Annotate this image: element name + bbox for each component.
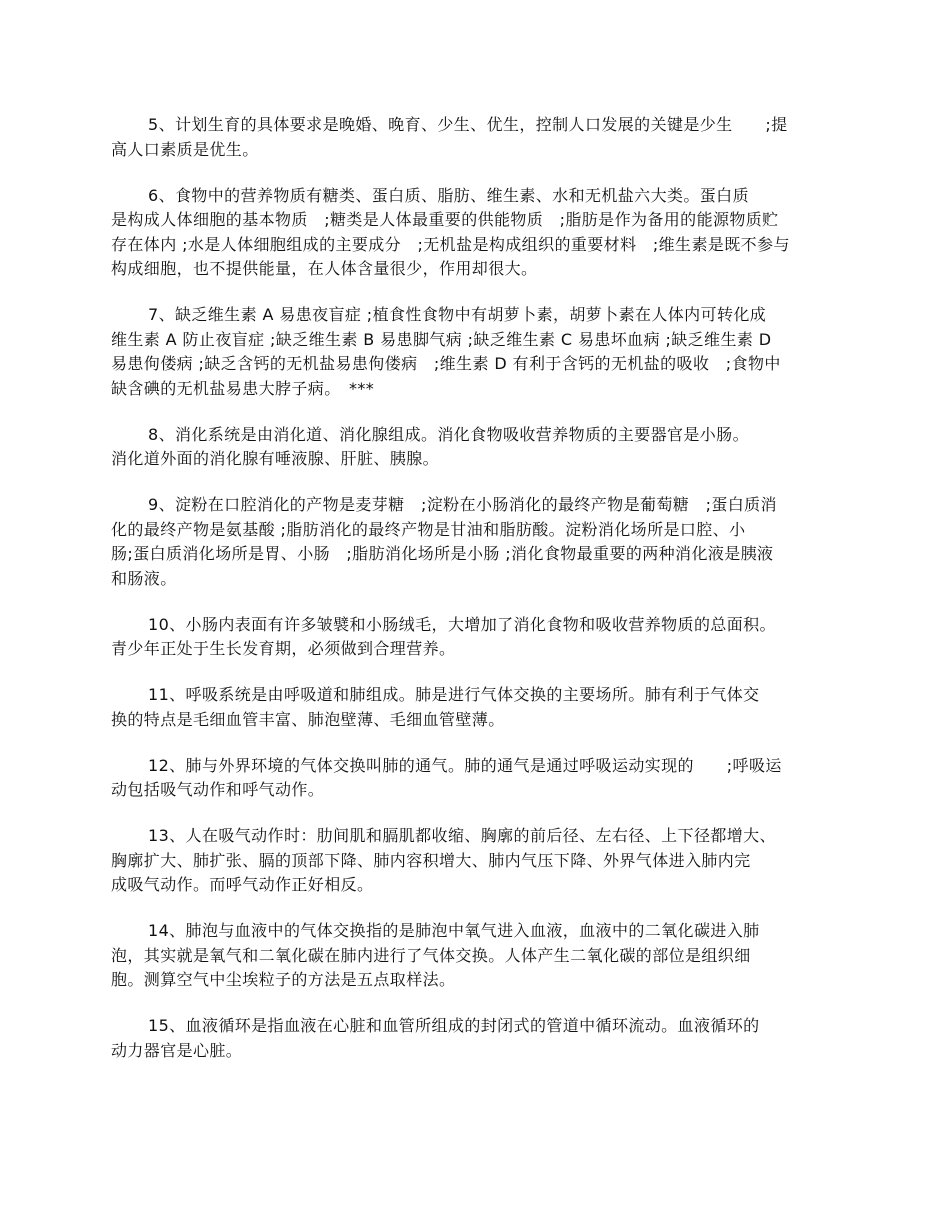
paragraph-line: 泡，其实就是氧气和二氧化碳在肺内进行了气体交换。人体产生二氧化碳的部位是组织细 xyxy=(111,945,751,965)
paragraph xyxy=(111,919,841,993)
paragraph-line: 11、呼吸系统是由呼吸道和肺组成。肺是进行气体交换的主要场所。肺有利于气体交 xyxy=(148,685,760,704)
paragraph-line: 9、淀粉在口腔消化的产物是麦芽糖 ;淀粉在小肠消化的最终产物是葡萄糖 ;蛋白质消 xyxy=(148,495,777,514)
paragraph-line: 化的最终产物是氨基酸 ;脂肪消化的最终产物是甘油和脂肪酸。淀粉消化场所是口腔、小 xyxy=(111,519,746,539)
paragraph-line: 7、缺乏维生素 A 易患夜盲症 ;植食性食物中有胡萝卜素，胡萝卜素在人体内可转化成 xyxy=(148,305,767,324)
paragraph-line: 维生素 A 防止夜盲症 ;缺乏维生素 B 易患脚气病 ;缺乏维生素 C 易患坏血病 ;缺乏维生素 D xyxy=(111,329,772,349)
paragraph xyxy=(111,1014,841,1063)
document-page xyxy=(111,113,841,1085)
paragraph xyxy=(111,113,841,162)
paragraph-line: 换的特点是毛细血管丰富、肺泡壁薄、毛细血管壁薄。 xyxy=(111,709,505,729)
paragraph xyxy=(111,423,841,472)
paragraph xyxy=(111,824,841,898)
paragraph-line: 存在体内 ;水是人体细胞组成的主要成分 ;无机盐是构成组织的重要材料 ;维生素是既不参与 xyxy=(111,234,790,254)
paragraph-line: 胞。测算空气中尘埃粒子的方法是五点取样法。 xyxy=(111,970,456,989)
paragraph-line: 8、消化系统是由消化道、消化腺组成。消化食物吸收营养物质的主要器官是小肠。 xyxy=(148,424,749,444)
paragraph-line: 缺含碘的无机盐易患大脖子病。 *** xyxy=(111,378,375,398)
paragraph-line: 肠;蛋白质消化场所是胃、小肠 ;脂肪消化场所是小肠 ;消化食物最重要的两种消化液是胰液 xyxy=(111,544,774,563)
paragraph-line: 14、肺泡与血液中的气体交换指的是肺泡中氧气进入血液，血液中的二氧化碳进入肺 xyxy=(148,921,760,940)
paragraph-line: 15、血液循环是指血液在心脏和血管所组成的封闭式的管道中循环流动。血液循环的 xyxy=(148,1016,760,1035)
paragraph-line: 6、食物中的营养物质有糖类、蛋白质、脂肪、维生素、水和无机盐六大类。蛋白质 xyxy=(148,185,749,205)
paragraph-line: 12、肺与外界环境的气体交换叫肺的通气。肺的通气是通过呼吸运动实现的 ;呼吸运 xyxy=(148,755,782,775)
paragraph-line: 易患佝偻病 ;缺乏含钙的无机盐易患佝偻病 ;维生素 D 有利于含钙的无机盐的吸收 ;食物中 xyxy=(111,354,781,373)
paragraph-line: 10、小肠内表面有许多皱襞和小肠绒毛，大增加了消化食物和吸收营养物质的总面积。 xyxy=(148,614,776,634)
paragraph xyxy=(111,683,841,732)
paragraph-line: 动力器官是心脏。 xyxy=(111,1040,243,1060)
paragraph-line: 青少年正处于生长发育期，必须做到合理营养。 xyxy=(111,639,456,658)
paragraph-line: 和肠液。 xyxy=(111,568,177,588)
paragraph-line: 5、计划生育的具体要求是晚婚、晚育、少生、优生，控制人口发展的关键是少生 ;提 xyxy=(148,115,788,134)
paragraph-line: 构成细胞，也不提供能量，在人体含量很少，作用却很大。 xyxy=(111,259,538,278)
paragraph-line: 消化道外面的消化腺有唾液腺、肝脏、胰腺。 xyxy=(111,449,440,468)
paragraph-line: 13、人在吸气动作时：肋间肌和膈肌都收缩、胸廓的前后径、左右径、上下径都增大、 xyxy=(148,826,776,845)
paragraph-line: 成吸气动作。而呼气动作正好相反。 xyxy=(111,875,374,894)
paragraph xyxy=(111,493,841,591)
paragraph xyxy=(111,303,841,401)
paragraph xyxy=(111,754,841,803)
paragraph-line: 是构成人体细胞的基本物质 ;糖类是人体最重要的供能物质 ;脂肪是作为备用的能源物质贮 xyxy=(111,210,779,229)
paragraph xyxy=(111,613,841,662)
paragraph xyxy=(111,184,841,282)
paragraph-line: 动包括吸气动作和呼气动作。 xyxy=(111,780,325,799)
paragraph-line: 高人口素质是优生。 xyxy=(111,139,259,159)
paragraph-line: 胸廓扩大、肺扩张、膈的顶部下降、肺内容积增大、肺内气压下降、外界气体进入肺内完 xyxy=(111,850,751,870)
